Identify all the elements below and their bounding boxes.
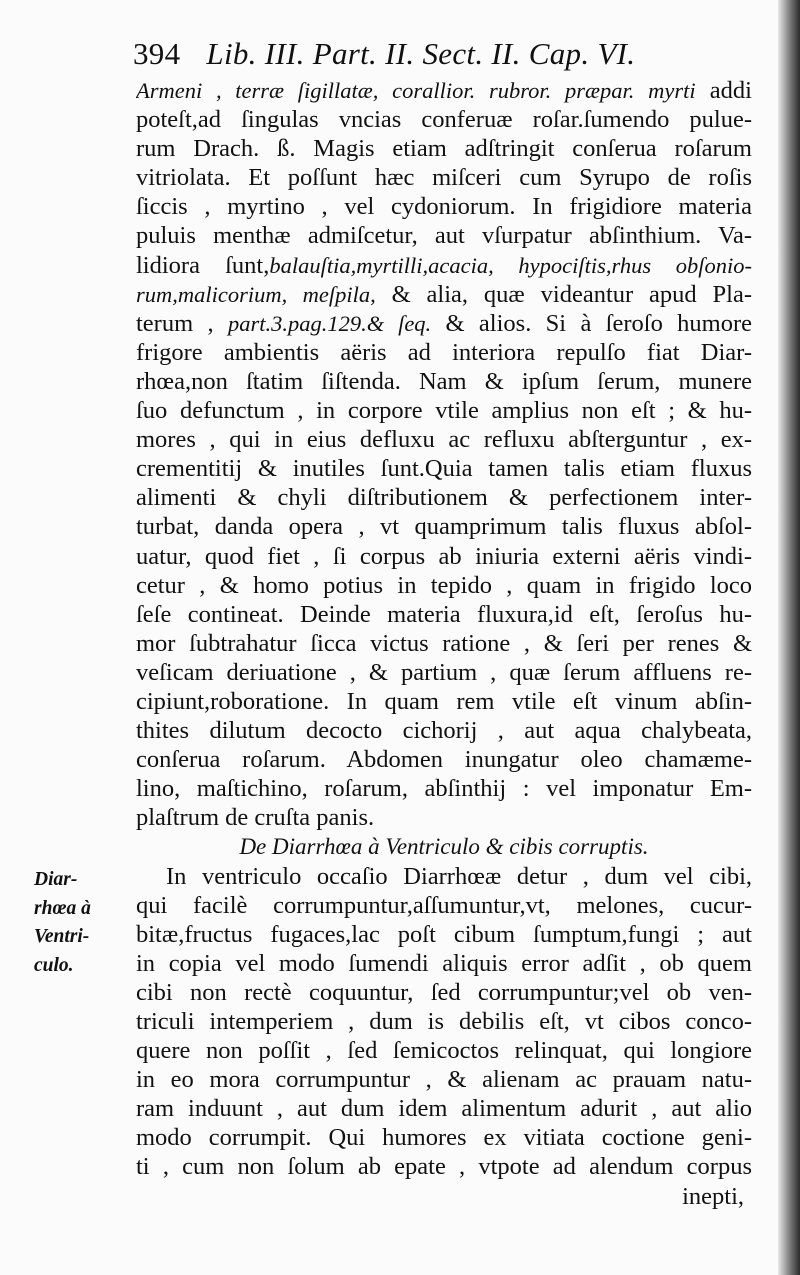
text-line: in eo mora corrumpuntur , & alienam ac prauam natu- [136,1066,752,1094]
text-line: ti , cum non ſolum ab epate , vtpote ad alendum corpus [136,1153,752,1181]
text-line [136,105,752,134]
text-segment: crementitij & inutiles ſunt.Quia tamen talis etiam fluxus [136,455,752,483]
paragraph-1 [136,76,752,832]
text-line [136,716,752,745]
text-line [136,512,752,541]
text-segment: rhœa,non ſtatim ſiſtenda. Nam & ipſum ſerum, munere [136,367,752,395]
text-segment: addi [695,77,752,104]
text-line [136,221,752,250]
text-segment: lidiora ſunt, [136,251,270,279]
text-line [136,454,752,483]
text-line [136,425,752,454]
running-header [133,34,753,74]
text-line: cibi non rectè coquuntur, ſed corrumpuntur;vel ob ven- [136,978,752,1006]
text-line [136,745,752,774]
text-segment: turbat, danda opera , vt quamprimum talis fluxus abſol- [136,513,752,541]
text-segment: mores , qui in eius defluxu ac refluxu abſterguntur , ex- [136,426,752,454]
section-subheading: De Diarrhœa à Ventriculo & cibis corruptis. [239,834,649,860]
text-segment: frigore ambientis aëris ad interiora repulſo fiat Diar- [136,338,752,366]
text-line [136,251,752,280]
text-segment: terum , [136,309,228,337]
text-line: In ventriculo occaſio Diarrhœæ detur , dum vel cibi, [166,862,752,890]
text-segment: alimenti & chyli diſtributionem & perfectionem inter- [136,484,752,512]
text-line: quere non poſſit , ſed ſemicoctos relinquat, qui longiore [136,1037,752,1065]
text-line [136,687,752,716]
text-segment: rum Drach. ß. Magis etiam adſtringit conſerua roſarum [136,135,752,163]
text-segment: mor ſubtrahatur ſicca victus ratione , & ſeri per renes & [136,629,752,657]
paragraph-2 [136,862,752,1182]
italic-segment: balauſtia,myrtilli,acacia, hypociſtis,rhus obſonio- [269,252,752,278]
text-line [136,774,752,803]
text-line [136,309,752,338]
italic-segment: part.3.pag.129.& ſeq. [227,310,432,336]
text-line [136,280,752,309]
text-segment: cetur , & homo potius in tepido , quam in frigido loco [136,571,752,599]
text-line [136,76,752,105]
text-line: qui facilè corrumpuntur,aſſumuntur,vt, melones, cucur- [136,891,752,919]
text-segment: poteſt,ad ſingulas vncias conferuæ roſar.ſumendo pulue- [136,106,752,134]
text-segment: plaſtrum de cruſta panis. [136,804,375,832]
text-line: in copia vel modo ſumendi aliquis error adſit , ob quem [136,949,752,977]
text-line [136,134,752,163]
text-line [136,803,752,832]
text-line [136,658,752,687]
text-segment: uatur, quod fiet , ſi corpus ab iniuria externi aëris vindi- [136,542,752,570]
italic-segment: rum,malicorium, meſpila, [136,281,376,307]
text-line [136,542,752,571]
text-line: ram induunt , aut dum idem alimentum adurit , aut alio [136,1095,752,1123]
margin-note-line: rhœa à [34,897,91,919]
text-segment: ſiccis , myrtino , vel cydoniorum. In frigidiore materia [136,193,752,221]
page-number: 394 [133,36,181,71]
text-segment: lino, maſtichino, roſarum, abſinthij : vel imponatur Em- [136,775,752,803]
text-line [136,483,752,512]
text-line [136,367,752,396]
running-title: Lib. III. Part. II. Sect. II. Cap. VI. [206,36,636,71]
margin-note-line: Diar- [34,869,78,890]
text-line: bitæ,fructus fugaces,lac poſt cibum ſumptum,fungi ; aut [136,920,752,948]
margin-note-line: culo. [34,954,74,976]
text-segment: veſicam deriuatione , & partium , quæ ſerum affluens re- [136,658,752,686]
text-segment: & alia, quæ videantur apud Pla- [375,280,752,308]
catchword: inepti, [682,1182,744,1210]
body-text [136,76,752,1211]
text-segment: cipiunt,roboratione. In quam rem vtile eſt vinum abſin- [136,687,752,715]
text-segment: puluis menthæ admiſcetur, aut vſurpatur abſinthium. Va- [136,222,752,250]
text-segment: & alios. Si à ſeroſo humore [431,309,752,337]
text-line [136,338,752,367]
text-line: modo corrumpit. Qui humores ex vitiata coctione geni- [136,1124,752,1152]
page-edge-shadow [778,0,800,1275]
text-segment: ſuo defunctum , in corpore vtile amplius non eſt ; & hu- [136,397,752,425]
text-line [136,571,752,600]
margin-note-line: Ventri- [34,926,90,947]
margin-note [34,866,124,980]
text-line [136,629,752,658]
italic-segment: Armeni , terræ ſigillatæ, corallior. rubror. præpar. myrti [136,78,696,103]
text-segment: vitriolata. Et poſſunt hæc miſceri cum Syrupo de roſis [136,164,752,192]
text-line [136,600,752,629]
text-line: triculi intemperiem , dum is debilis eſt, vt cibos conco- [136,1008,752,1035]
text-line [136,163,752,192]
text-line [136,192,752,221]
text-segment: thites dilutum decocto cichorij , aut aqua chalybeata, [136,717,752,745]
text-line [136,396,752,425]
text-segment: ſeſe contineat. Deinde materia fluxura,id eſt, ſeroſus hu- [136,600,752,628]
text-segment: conſerua roſarum. Abdomen inungatur oleo chamæme- [136,746,752,774]
